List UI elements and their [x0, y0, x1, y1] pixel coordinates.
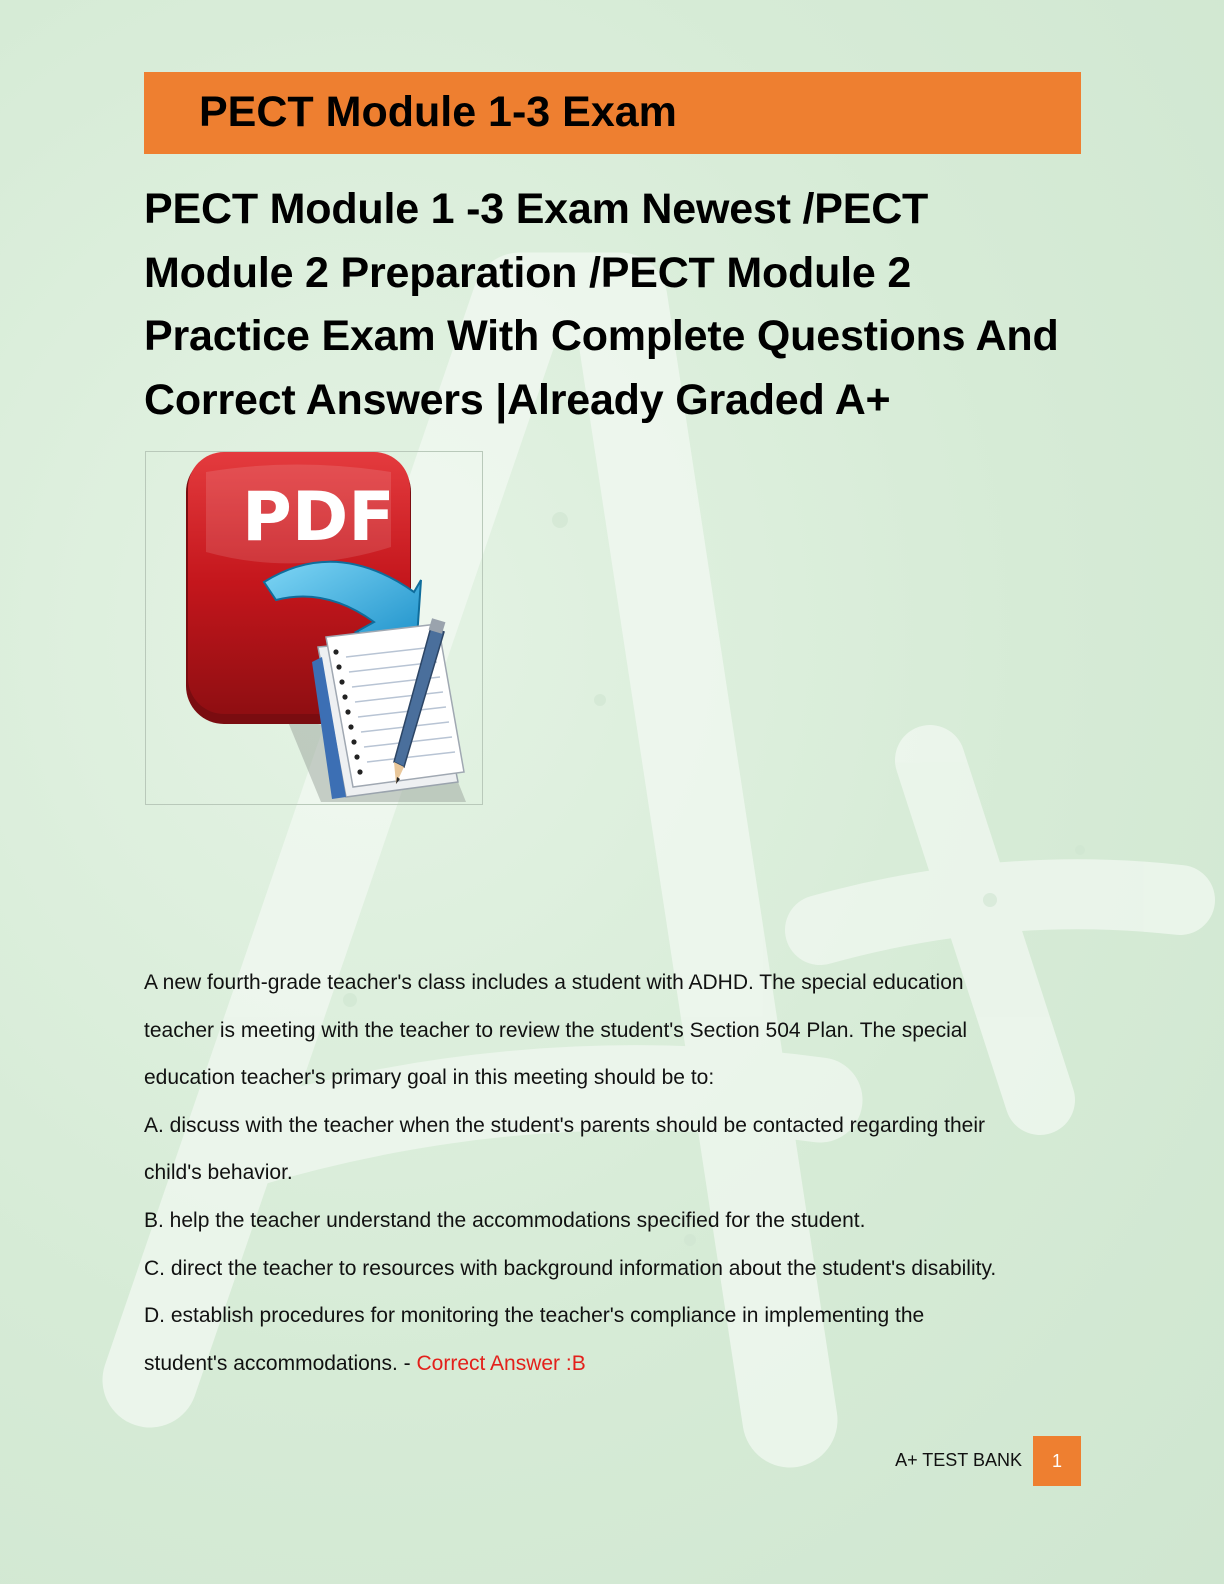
pdf-icon	[146, 452, 484, 806]
pdf-image	[145, 451, 483, 805]
footer-label: A+ TEST BANK	[895, 1450, 1022, 1470]
question-stem: A new fourth-grade teacher's class includes a student with ADHD. The special education teacher is meeting with the teacher to review the student's Section 504 Plan. The special education teacher's primary goal in this meeting should be to:	[144, 971, 968, 1090]
option-b: B. help the teacher understand the accommodations specified for the student.	[144, 1208, 866, 1232]
correct-answer: Correct Answer :B	[416, 1351, 586, 1375]
header-title: PECT Module 1-3 Exam	[199, 88, 677, 136]
header-bar	[144, 72, 1081, 154]
option-c: C. direct the teacher to resources with background information about the student's disability.	[144, 1256, 997, 1280]
document-title: PECT Module 1 -3 Exam Newest /PECT Module 2 Preparation /PECT Module 2 Practice Exam With Complete Questions And Correct Answers |Already Graded A+	[144, 185, 1059, 424]
option-d	[144, 1292, 1004, 1387]
question-block	[144, 959, 1004, 1387]
option-a: A. discuss with the teacher when the student's parents should be contacted regarding their child's behavior.	[144, 1113, 986, 1185]
page-number: 1	[1033, 1436, 1081, 1486]
option-d-text: D. establish procedures for monitoring the teacher's compliance in implementing the student's accommodations. -	[144, 1304, 925, 1375]
pdf-logo-text: PDF	[242, 478, 395, 557]
